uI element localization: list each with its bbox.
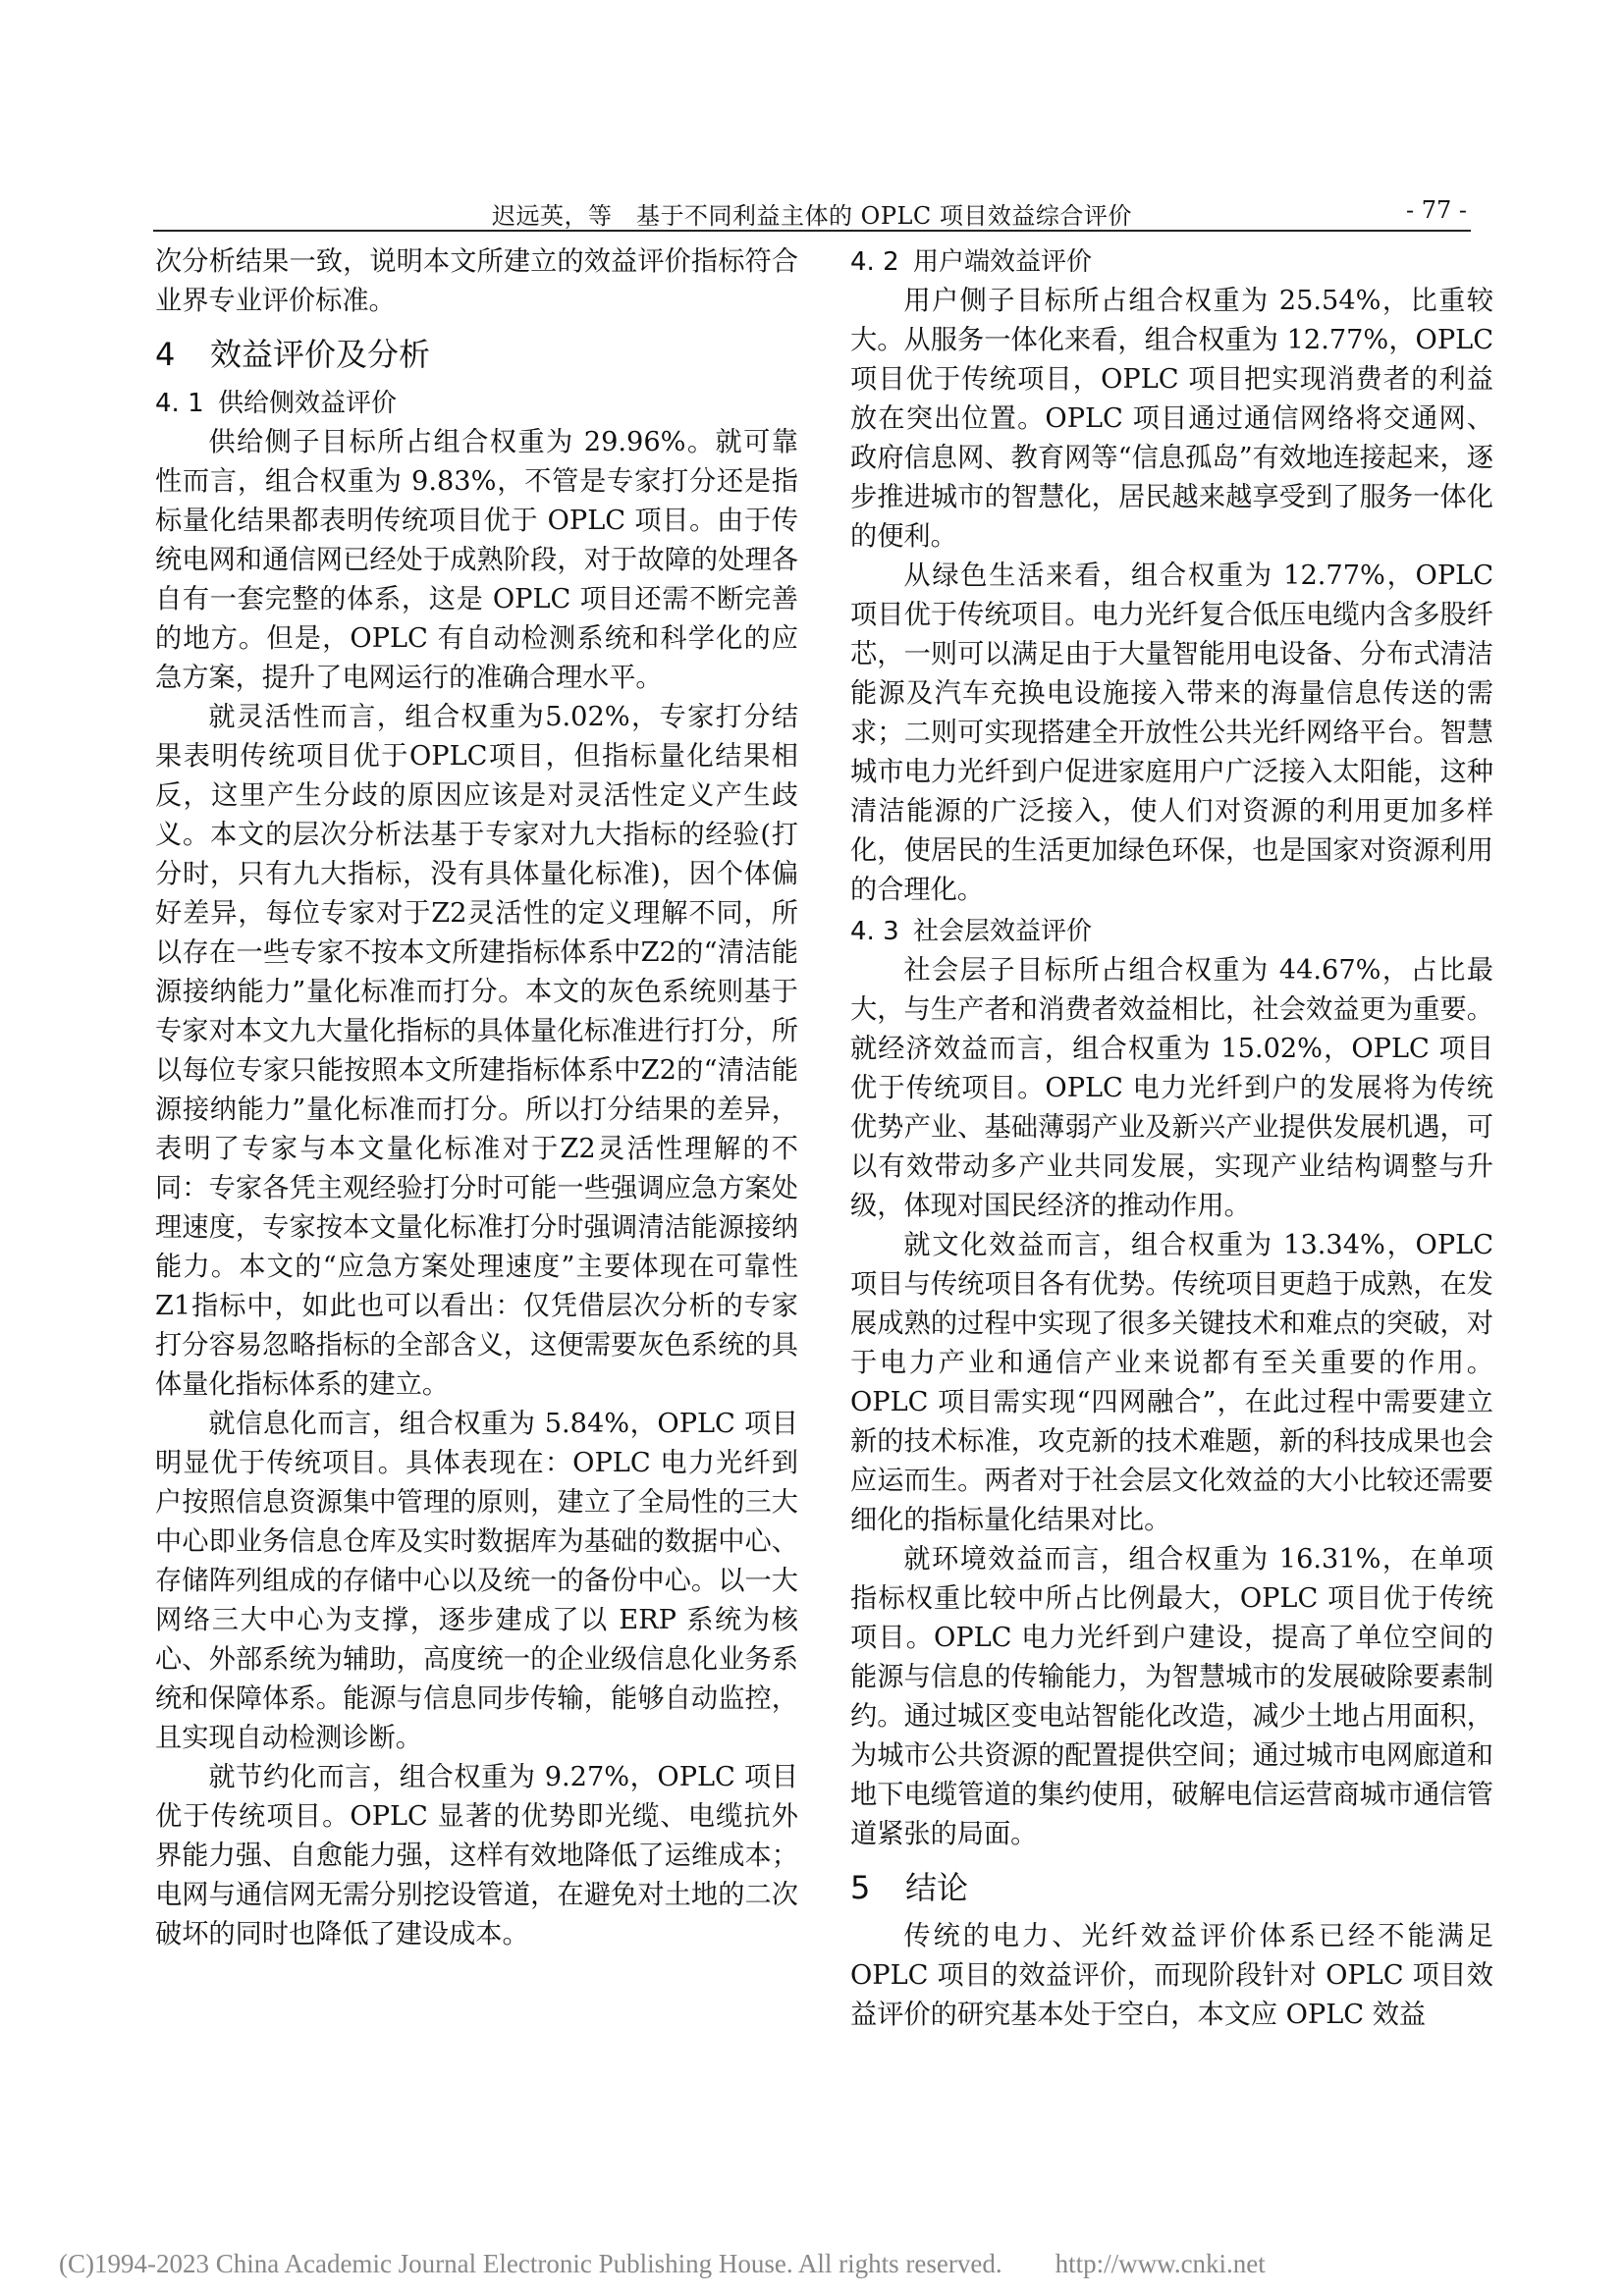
subsection-title: 社会层效益评价 (913, 917, 1093, 946)
subsection-title: 用户端效益评价 (913, 247, 1093, 277)
paragraph: 供给侧子目标所占组合权重为 29.96%。就可靠性而言，组合权重为 9.83%，不管是专家打分还是指标量化结果都表明传统项目优于 OPLC 项目。由于传统电网和通信网已经处于成熟阶段，对于故障的处理各自有一套完整的体系，这是 OPLC 项目还需不断完善的地方。但是，OPLC 有自动检测系统和科学化的应急方案，提升了电网运行的准确合理水平。 (155, 427, 798, 693)
left-column (155, 242, 798, 1954)
subsection-heading-4-2 (850, 242, 1493, 282)
copyright-footer: (C)1994-2023 China Academic Journal Electronic Publishing House. All rights reserved. http://www.cnki.net (59, 2249, 1266, 2278)
subsection-number: 4. 2 (850, 247, 899, 277)
section-title: 效益评价及分析 (210, 336, 431, 373)
paragraph: 就环境效益而言，组合权重为 16.31%，在单项指标权重比较中所占比例最大，OPLC 项目优于传统项目。OPLC 电力光纤到户建设，提高了单位空间的能源与信息的传输能力，为智慧城市的发展破除要素制约。通过城区变电站智能化改造，减少土地占用面积，为城市公共资源的配置提供空间；通过城市电网廊道和地下电缆管道的集约使用，破解电信运营商城市通信管道紧张的局面。 (850, 1544, 1493, 1849)
paragraph: 从绿色生活来看，组合权重为 12.77%，OPLC 项目优于传统项目。电力光纤复合低压电缆内含多股纤芯，一则可以满足由于大量智能用电设备、分布式清洁能源及汽车充换电设施接入带来的海量信息传送的需求；二则可实现搭建全开放性公共光纤网络平台。智慧城市电力光纤到户促进家庭用户广泛接入太阳能，这种清洁能源的广泛接入，使人们对资源的利用更加多样化，使居民的生活更加绿色环保，也是国家对资源利用的合理化。 (850, 561, 1493, 905)
paragraph: 传统的电力、光纤效益评价体系已经不能满足 OPLC 项目的效益评价，而现阶段针对 OPLC 项目效益评价的研究基本处于空白，本文应 OPLC 效益 (850, 1921, 1493, 2030)
subsection-number: 4. 3 (850, 917, 899, 946)
paragraph: 就信息化而言，组合权重为 5.84%，OPLC 项目明显优于传统项目。具体表现在：OPLC 电力光纤到户按照信息资源集中管理的原则，建立了全局性的三大中心即业务信息仓库及实时数据库为基础的数据中心、存储阵列组成的存储中心以及统一的备份中心。以一大网络三大中心为支撑，逐步建成了以 ERP 系统为核心、外部系统为辅助，高度统一的企业级信息化业务系统和保障体系。能源与信息同步传输，能够自动监控，且实现自动检测诊断。 (155, 1409, 798, 1753)
paragraph: 就文化效益而言，组合权重为 13.34%，OPLC 项目与传统项目各有优势。传统项目更趋于成熟，在发展成熟的过程中实现了很多关键技术和难点的突破，对于电力产业和通信产业来说都有至关重要的作用。OPLC 项目需实现“四网融合”，在此过程中需要建立新的技术标准，攻克新的技术难题，新的科技成果也会应运而生。两者对于社会层文化效益的大小比较还需要细化的指标量化结果对比。 (850, 1230, 1493, 1535)
subsection-number: 4. 1 (155, 389, 204, 418)
paragraph: 次分析结果一致，说明本文所建立的效益评价指标符合业界专业评价标准。 (155, 246, 798, 316)
subsection-heading-4-1 (155, 384, 798, 423)
section-title: 结论 (905, 1869, 969, 1906)
paragraph: 社会层子目标所占组合权重为 44.67%，占比最大，与生产者和消费者效益相比，社会效益更为重要。就经济效益而言，组合权重为 15.02%，OPLC 项目优于传统项目。OPLC 电力光纤到户的发展将为传统优势产业、基础薄弱产业及新兴产业提供发展机遇，可以有效带动多产业共同发展，实现产业结构调整与升级，体现对国民经济的推动作用。 (850, 955, 1493, 1221)
running-header (153, 194, 1471, 232)
section-number: 4 (155, 336, 176, 373)
paragraph: 就灵活性而言，组合权重为5.02%，专家打分结果表明传统项目优于OPLC项目，但指标量化结果相反，这里产生分歧的原因应该是对灵活性定义产生歧义。本文的层次分析法基于专家对九大指标的经验(打分时，只有九大指标，没有具体量化标准)，因个体偏好差异，每位专家对于Z2灵活性的定义理解不同，所以存在一些专家不按本文所建指标体系中Z2的“清洁能源接纳能力”量化标准而打分。本文的灰色系统则基于专家对本文九大量化指标的具体量化标准进行打分，所以每位专家只能按照本文所建指标体系中Z2的“清洁能源接纳能力”量化标准而打分。所以打分结果的差异，表明了专家与本文量化标准对于Z2灵活性理解的不同：专家各凭主观经验打分时可能一些强调应急方案处理速度，专家按本文量化标准打分时强调清洁能源接纳能力。本文的“应急方案处理速度”主要体现在可靠性Z1指标中，如此也可以看出：仅凭借层次分析的专家打分容易忽略指标的全部含义，这便需要灰色系统的具体量化指标体系的建立。 (155, 702, 798, 1400)
section-heading-4 (155, 333, 798, 376)
subsection-heading-4-3 (850, 912, 1493, 951)
paragraph: 用户侧子目标所占组合权重为 25.54%，比重较大。从服务一体化来看，组合权重为 12.77%，OPLC 项目优于传统项目，OPLC 项目把实现消费者的利益放在突出位置。OPLC 项目通过通信网络将交通网、政府信息网、教育网等“信息孤岛”有效地连接起来，逐步推进城市的智慧化，居民越来越享受到了服务一体化的便利。 (850, 286, 1493, 552)
section-number: 5 (850, 1869, 871, 1906)
page-number: - 77 - (1405, 196, 1467, 224)
paragraph: 就节约化而言，组合权重为 9.27%，OPLC 项目优于传统项目。OPLC 显著的优势即光缆、电缆抗外界能力强、自愈能力强，这样有效地降低了运维成本；电网与通信网无需分别挖设管道，在避免对土地的二次破坏的同时也降低了建设成本。 (155, 1762, 798, 1949)
subsection-title: 供给侧效益评价 (218, 389, 398, 418)
running-title: 迟远英，等 基于不同利益主体的 OPLC 项目效益综合评价 (492, 202, 1132, 230)
section-heading-5 (850, 1866, 1493, 1909)
right-column (850, 242, 1493, 2035)
